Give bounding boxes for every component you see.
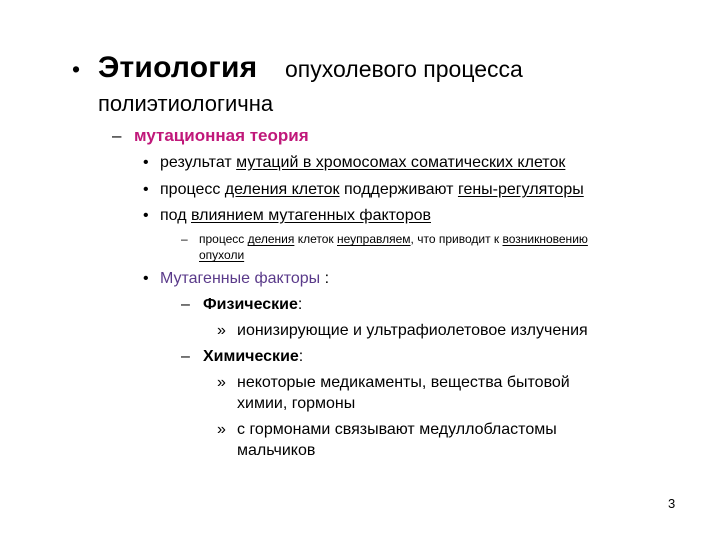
list-item-text: [160, 154, 565, 172]
title-rest: опухолевого процесса: [285, 56, 523, 82]
underlined-text: возникновению: [502, 232, 588, 246]
underlined-text: гены-регуляторы: [457, 181, 584, 198]
colon: :: [320, 270, 330, 287]
list-item-text: некоторые медикаменты, вещества бытовой: [237, 374, 570, 391]
bullet: •: [72, 56, 81, 82]
mutation-theory-label: мутационная теория: [134, 126, 309, 145]
raquo-bullet: »: [217, 322, 226, 339]
dash: –: [112, 126, 122, 145]
underlined-text: влиянием мутагенных факторов: [191, 207, 431, 224]
list-item-text: мальчиков: [237, 442, 316, 459]
text: поддерживают: [339, 181, 458, 198]
bullet: •: [143, 207, 149, 224]
mutagenic-factors-label: Мутагенные факторы: [160, 270, 321, 287]
raquo-bullet: »: [217, 374, 226, 391]
text: результат: [160, 154, 237, 171]
list-item-text: ионизирующие и ультрафиолетовое излучения: [237, 322, 588, 339]
text: клеток: [294, 232, 337, 246]
physical-label: Физические: [203, 296, 298, 313]
raquo-bullet: »: [217, 421, 226, 438]
bullet: •: [143, 154, 149, 171]
subnote: [181, 232, 588, 246]
dash: –: [181, 232, 188, 246]
underlined-text: мутаций в хромосомах соматических клеток: [236, 154, 566, 171]
underlined-text: неуправляем: [337, 232, 411, 246]
list-item-text: [160, 181, 584, 199]
underlined-text: деления клеток: [224, 181, 340, 198]
text: процесс: [199, 232, 248, 246]
colon: :: [298, 348, 304, 365]
bullet: •: [143, 270, 149, 287]
title-big: Этиология: [98, 51, 258, 84]
subnote-line-1: [199, 232, 588, 246]
list-item-text: химии, гормоны: [237, 395, 356, 412]
bullet: •: [143, 181, 149, 198]
mutagenic-factors-heading: [160, 270, 329, 288]
colon: :: [297, 296, 303, 313]
page-number: 3: [668, 496, 676, 511]
list-item-text: с гормонами связывают медуллобластомы: [237, 421, 557, 438]
text: процесс: [160, 181, 225, 198]
dash: –: [181, 296, 190, 313]
text: под: [160, 207, 191, 224]
subnote-line-2: опухоли: [199, 248, 245, 262]
underlined-text: деления: [247, 232, 295, 246]
list-item-text: [160, 207, 431, 225]
chemical-label: Химические: [203, 348, 299, 365]
title-continuation: полиэтиологична: [98, 91, 274, 116]
dash: –: [181, 348, 190, 365]
physical-heading: [203, 296, 302, 314]
chemical-heading: [203, 348, 303, 366]
text: , что приводит к: [410, 232, 503, 246]
